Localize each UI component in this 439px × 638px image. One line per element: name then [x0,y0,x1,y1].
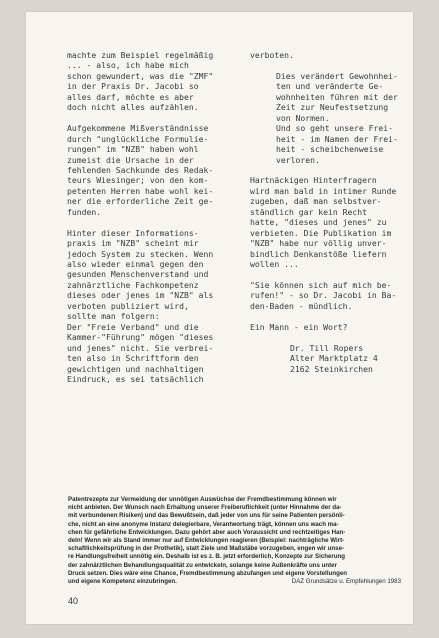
text-line: wollen ... [250,259,299,270]
footer-line: mit verbundenen Risiken) und das Bewußtsein, daß jeder von uns für seine Patienten persönli- [68,512,345,520]
footer-line: Druck setzen. Dies wäre eine Chance, Fremdbestimmung abzufangen und eigene Vorstellungen [68,569,348,577]
text-line: heit - im Namen der Frei- [276,133,398,144]
left-paragraph [67,228,233,385]
text-line: ner die erforderliche Zeit ge- [67,196,214,207]
right-paragraph [250,175,400,269]
text-line: Dr. Till Ropers [290,342,364,353]
text-line: schon gewundert, was die "ZMF" [67,70,214,81]
text-line: ... - also, ich habe mich [67,60,189,71]
left-text-column [67,50,233,395]
left-paragraph [67,50,233,113]
text-line: Hinter dieser Informations- [67,227,199,238]
text-line: ten und veränderte Ge- [276,81,384,92]
text-line: rungen" im "NZB" haben wohl [67,144,199,155]
text-line: in der Praxis Dr. Jacobi so [67,81,199,92]
text-line: durch "unglückliche Formulie- [67,133,209,144]
footer-line: schaftlichkeitsprüfung in der Prothetik), statt Ziele und Maßstäbe vorzugeben, engen wir unse- [68,545,345,553]
text-line: dieses oder jenes im "NZB" als [67,290,214,301]
text-line: Dies verändert Gewohnhei- [276,70,398,81]
footer-last-line [68,578,401,586]
text-line: Eindruck, es sei tatsächlich [67,374,204,385]
footer-final-text: und eigene Kompetenz einzubringen. [68,578,177,586]
text-line: ständlich gar kein Recht [250,206,367,217]
text-line: Hartnäckigen Hinterfragern [250,175,377,186]
text-line: hatte, "dieses und jenes" zu [250,217,387,228]
text-line: wohnheiten führen mit der [276,91,398,102]
right-paragraphs [250,175,400,332]
text-line: praxis im "NZB" scheint mir [67,238,199,249]
footer-line: Patentrezepte zur Vermeidung der unnötigen Auswüchse der Fremdbestimmung können wir [68,496,337,503]
text-line: also wieder einmal gegen den [67,259,204,270]
text-line: rufen!" - so Dr. Jacobi in Ba- [250,290,397,301]
text-line: von Normen. [276,112,330,123]
text-line: verboten publiziert wird, [67,300,189,311]
text-line: "NZB" habe nur völlig unver- [250,238,387,249]
text-line: machte zum Beispiel regelmäßig [67,50,214,60]
footer-line: der zahnärztlichen Behandlungsqualität zu entwickeln, solange keine Außenkräfte uns unter [68,561,337,569]
page-number: 40 [68,596,79,606]
footer-quote [68,496,401,586]
footer-line: che, nicht an eine anonyme Instanz delegierbare, Verantwortung trägt, können uns wach ma- [68,520,339,528]
text-line: Zeit zur Neufestsetzung [276,102,389,113]
text-line: Alter Marktplatz 4 [290,353,378,364]
text-line: verboten. [250,50,294,60]
text-line: fehlenden Sachkunde des Redak- [67,164,214,175]
text-line: bindlich Denkanstöße liefern [250,248,387,259]
footer-source: DAZ Grundsätze u. Empfehlungen 1983 [291,578,401,586]
footer-line: re Handlungsfreiheit unnötig ein. Deshalb ist es z. B. jetzt erforderlich, Konzepte zur Sicherung [68,553,346,561]
text-line: Kammer-"Führung" mögen "dieses [67,332,214,343]
document-page [26,12,413,624]
right-paragraph [250,280,400,311]
text-line: 2162 Steinkirchen [290,363,373,374]
text-line: zumeist die Ursache in der [67,154,194,165]
text-line: zahnärztliche Fachkompetenz [67,279,199,290]
text-line: verloren. [276,154,320,165]
text-line: gewichtigen und nachhaltigen [67,363,204,374]
text-line: Der "Freie Verband" und die [67,321,199,332]
right-opening [250,50,400,60]
text-line: Ein Mann - ein Wort? [250,321,348,332]
footer-line: chen für gefährliche Entwicklungen. Dazu gehört aber auch Voraussicht und rechtzeitiges Han- [68,528,346,536]
text-line: Aufgekommene Mißverständnisse [67,123,209,134]
text-line: zugeben, daß man selbstver- [250,196,382,207]
signature-block [250,343,400,374]
text-line: funden. [67,206,102,217]
footer-lines [68,496,401,578]
text-line: jedoch System zu stecken. Wenn [67,248,214,259]
text-line: teurs Wiesinger; von den kom- [67,175,209,186]
footer-line: deln! Wenn wir als Stand immer nur auf Entwicklungen reagieren (Beispiel: nachträgliche Wirt- [68,537,345,545]
text-line: ten also in Schriftform den [67,353,199,364]
text-line: gesunden Menschenverstand und [67,269,209,280]
footer-line: nicht anbieten. Der Wunsch nach Erhaltung unserer Freiberuflichkeit (unter Hinnahme der da- [68,504,342,512]
text-line: petenten Herren habe wohl kei- [67,185,214,196]
text-line: "Sie können sich auf mich be- [250,279,392,290]
text-line: alles darf, möchte es aber [67,91,194,102]
text-line: verbieten. Die Publikation im [250,227,392,238]
text-line: und jenes" nicht. Sie verbrei- [67,342,214,353]
text-line: wird man bald in intimer Runde [250,185,397,196]
text-line: doch nicht alles aufzählen. [67,102,199,113]
text-line: sollte man folgern: [67,311,160,322]
right-paragraph [250,322,400,332]
text-line: den-Baden - mündlich. [250,300,353,311]
indented-quote-block [250,71,400,165]
text-line: Und so geht unsere Frei- [276,123,393,134]
right-text-column [250,50,400,374]
text-line: heit - scheibchenweise [276,144,384,155]
left-paragraph [67,123,233,217]
